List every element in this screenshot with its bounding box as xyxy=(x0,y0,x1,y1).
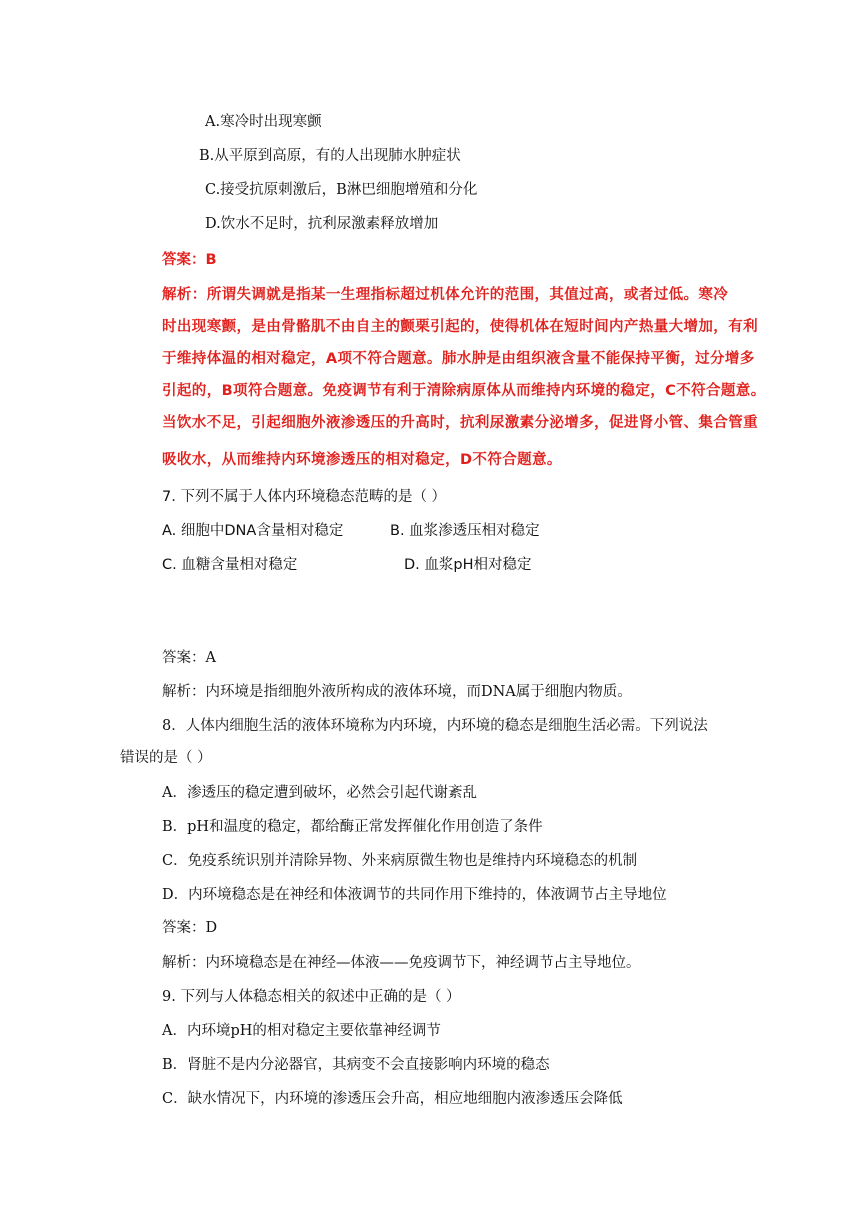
q6-analysis-line-4: 引起的，B项符合题意。免疫调节有利于清除病原体从而维持内环境的稳定，C不符合题意。 xyxy=(162,383,766,399)
q7-option-d: D. 血浆pH相对稳定 xyxy=(404,557,532,573)
q7-analysis: 解析：内环境是指细胞外液所构成的液体环境，而DNA属于细胞内物质。 xyxy=(162,684,632,700)
q6-option-d: D.饮水不足时，抗利尿激素释放增加 xyxy=(205,216,439,232)
q9-stem: 9. 下列与人体稳态相关的叙述中正确的是（ ） xyxy=(162,989,461,1005)
q9-option-a: A．内环境pH的相对稳定主要依靠神经调节 xyxy=(162,1023,441,1039)
q7-option-b: B. 血浆渗透压相对稳定 xyxy=(390,523,540,539)
q6-option-a: A.寒冷时出现寒颤 xyxy=(205,114,322,130)
q9-option-c: C．缺水情况下，内环境的渗透压会升高，相应地细胞内液渗透压会降低 xyxy=(162,1091,623,1107)
q8-option-c: C．免疫系统识别并清除异物、外来病原微生物也是维持内环境稳态的机制 xyxy=(162,853,638,869)
q7-option-c: C. 血糖含量相对稳定 xyxy=(162,557,298,573)
q9-option-b: B．肾脏不是内分泌器官，其病变不会直接影响内环境的稳态 xyxy=(162,1057,550,1073)
q6-option-b: B.从平原到高原，有的人出现肺水肿症状 xyxy=(199,148,461,164)
q6-analysis-line-6: 吸收水，从而维持内环境渗透压的相对稳定，D不符合题意。 xyxy=(162,452,562,468)
q6-analysis-line-2: 时出现寒颤，是由骨骼肌不由自主的颤栗引起的，使得机体在短时间内产热量大增加，有利 xyxy=(162,319,758,335)
q6-analysis-line-3: 于维持体温的相对稳定，A项不符合题意。肺水肿是由组织液含量不能保持平衡，过分增多 xyxy=(162,351,755,367)
q8-option-b: B．pH和温度的稳定，都给酶正常发挥催化作用创造了条件 xyxy=(162,819,543,835)
q6-option-c: C.接受抗原刺激后，B淋巴细胞增殖和分化 xyxy=(205,182,478,198)
q8-stem-line-1: 8．人体内细胞生活的液体环境称为内环境，内环境的稳态是细胞生活必需。下列说法 xyxy=(162,718,708,734)
q7-answer: 答案：A xyxy=(162,650,216,666)
q8-option-d: D．内环境稳态是在神经和体液调节的共同作用下维持的，体液调节占主导地位 xyxy=(162,887,667,903)
q8-stem-line-2: 错误的是（ ） xyxy=(120,750,212,766)
q6-analysis-line-5: 当饮水不足，引起细胞外液渗透压的升高时，抗利尿激素分泌增多，促进肾小管、集合管重 xyxy=(162,415,758,431)
q6-answer: 答案：B xyxy=(162,252,217,268)
q7-option-a: A. 细胞中DNA含量相对稳定 xyxy=(162,523,344,539)
q8-analysis: 解析：内环境稳态是在神经—体液——免疫调节下，神经调节占主导地位。 xyxy=(162,955,641,971)
q8-answer: 答案：D xyxy=(162,920,218,936)
q6-analysis-line-1: 解析：所谓失调就是指某一生理指标超过机体允许的范围，其值过高，或者过低。寒冷 xyxy=(162,287,729,303)
q7-stem: 7. 下列不属于人体内环境稳态范畴的是（ ） xyxy=(162,489,447,505)
q8-option-a: A．渗透压的稳定遭到破坏，必然会引起代谢紊乱 xyxy=(162,785,477,801)
